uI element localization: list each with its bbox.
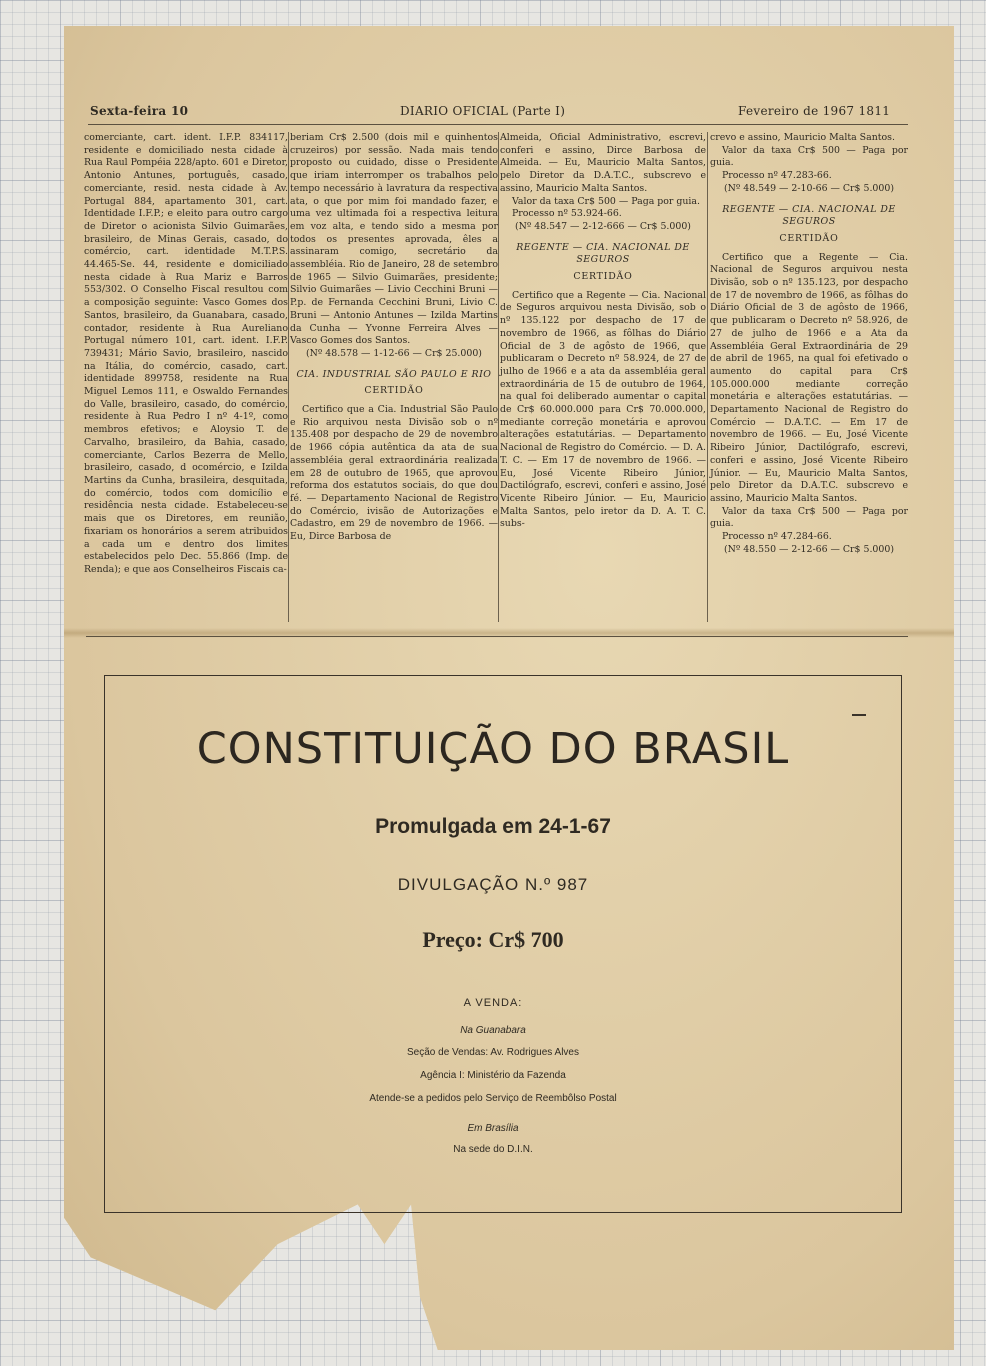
advert-promulgated: Promulgada em 24-1-67: [375, 815, 611, 838]
column-1-text: comerciante, cart. ident. I.F.P. 834117, residente e domiciliado nesta cidade à Rua Raul Pompéia 228/apto. 601 e Diretor, Antonio Antunes, português, casado, comerciante, resid. nesta cidade à Av. Portugal 884, apartamento 301, cart. Identidade I.F.P.; e eleito para outro cargo de Diretor o acionista Silvio Guimarães, brasileiro, de Minas Gerais, casado, do comércio, cart. identidade M.T.P.S. 44.465-Se. 44, residente e domiciliado nesta cidade à Rua Mariz e Barros 553/302. O Conselho Fiscal resultou com a composição seguinte: Vasco Gomes dos Santos, brasileiro, da Guanabara, casado, contador, residente à Rua Aureliano Portugal número 101, cart. ident. I.F.P. 739431; Mário Savio, brasileiro, nascido na Itália, do comércio, casado, cart. identidade 899758, residente na Rua Miguel Lemos 111, e Oswaldo Fernandes do Valle, brasileiro, casado, do comércio, residente à Rua Pedro I nº 4-1º, como membros efetivos; e Aloysio T. de Carvalho, brasileiro, da Bahia, casado, comerciante, Carlos Bezerra de Mello, brasileiro, casado, d ocomércio, e Izilda Martins da Cunha, brasileira, desquitada, do comércio, todos com domicílio e residência nesta cidade. Estabeleceu-se mais que os Diretores, em reunião, fixariam os honorários a serem atribuidos a cada um e dentro dos limites estabelecidos pelo Dec. 55.866 (Imp. de Renda); e que aos Conselheiros Fiscais ca-: [84, 132, 288, 575]
column-2-paragraph: beriam Cr$ 2.500 (dois mil e quinhentos cruzeiros) por sessão. Nada mais tendo proposto ou cuidado, disse o Presidente que iriam interromper os trabalhos pelo tempo necessário à lavratura da respectiva ata, o que por mim foi mandado fazer, e uma vez ultimada foi a respectiva leitura em voz alta, e tendo sido a mesma por todos os presentes aprovada, êles a assinaram comigo, secretário da assembléia. Rio de Janeiro, 28 de setembro de 1965 — Silvio Guimarães, presidente; Silvio Guimarães — Livio Cecchini Bruni — P.p. de Fernanda Cecchini Bruni, Livio C. Bruni — Antonio Antunes — Izilda Martins da Cunha — Yvonne Ferreira Alves — Vasco Gomes dos Santos.: [290, 132, 498, 347]
advert-sale-heading: A VENDA:: [463, 997, 523, 1009]
advert-location-brasilia: Em Brasília: [467, 1123, 519, 1134]
header-rule: [88, 124, 908, 125]
advert-mail-orders: Atende-se a pedidos pelo Serviço de Reembôlso Postal: [369, 1093, 617, 1104]
header-date-page: Fevereiro de 1967 1811: [738, 104, 891, 118]
column-4-reference: (Nº 48.549 — 2-10-66 — Cr$ 5.000): [724, 182, 894, 194]
column-3-fee: Valor da taxa Cr$ 500 — Paga por guia.: [512, 195, 700, 207]
advert-agency: Agência I: Ministério da Fazenda: [420, 1070, 566, 1081]
column-4-process: Processo nº 47.283-66.: [722, 170, 832, 182]
column-4-paragraph: crevo e assino, Mauricio Malta Santos.: [710, 132, 895, 143]
column-3-paragraph: Certifico que a Regente — Cia. Nacional de Seguros arquivou nesta Divisão, sob o nº 135.122 por despacho de 17 de novembro de 1966, as fôlhas do Diário Oficial de 3 de agôsto de 1966, que publicaram o Decreto nº 58.924, de 27 de julho de 1966 e a ata da assembléia geral extraordinária de 15 de outubro de 1964, na qual foi deliberado aumentar o capital de Cr$ 60.000.000 para Cr$ 70.000.000, mediante correção monetária e aprovou alterações estatutárias. — Departamento Nacional de Registro do Comércio. — D. A. T. C. — Em 17 de novembro de 1966. — Eu, José Vicente Ribeiro Júnior, Dactilógrafo, escrevi, conferi e assino, José Vicente Ribeiro Júnior. — Eu, Mauricio Malta Santos, pelo iretor da D. A. T. C. subs-: [500, 289, 706, 530]
header-day: Sexta-feira 10: [90, 104, 189, 118]
column-4-fee: Valor da taxa Cr$ 500 — Paga por guia.: [710, 144, 908, 169]
advert-location-guanabara: Na Guanabara: [460, 1025, 526, 1036]
column-4-subheading: CERTIDÃO: [779, 232, 839, 244]
column-3-subheading: CERTIDÃO: [573, 271, 633, 283]
advert-title: CONSTITUIÇÃO DO BRASIL: [196, 724, 790, 774]
column-3: [500, 132, 706, 531]
column-4-paragraph: Certifico que a Regente — Cia. Nacional de Seguros arquivou nesta Divisão, sob o nº 135.123, por despacho de 17 de novembro de 1966, as fôlhas do Diário Oficial de 3 de agôsto de 1966, que publicaram o Decreto nº 58.926, de 27 de julho de 1966 e a Ata da Assembléia Geral Extraordinária de 29 de abril de 1965, na qual foi efetivado o aumento do capital para Cr$ 105.000.000 mediante correção monetária e alterações estatutárias. — Departamento Nacional de Registro do Comércio — D.A.T.C. — Em 17 de novembro de 1966. — Eu, José Vicente Ribeiro Júnior, Dactilógrafo, escrevi, conferi e assino, José Vicente Ribeiro Júnior. — Eu, Mauricio Malta Santos, pelo Diretor da D.A.T.C. subscrevo e assino, Mauricio Malta Santos.: [710, 251, 908, 504]
column-4-reference: (Nº 48.550 — 2-12-66 — Cr$ 5.000): [724, 543, 894, 555]
column-divider: [707, 132, 708, 622]
advert-din-office: Na sede do D.I.N.: [453, 1144, 533, 1155]
column-2-subheading: CERTIDÃO: [364, 385, 424, 397]
column-2-reference: (Nº 48.578 — 1-12-66 — Cr$ 25.000): [306, 347, 482, 359]
column-3-reference: (Nº 48.547 — 2-12-666 — Cr$ 5.000): [515, 220, 691, 232]
header-publication: DIARIO OFICIAL (Parte I): [400, 104, 566, 118]
column-2: [290, 132, 498, 544]
column-4: [710, 132, 908, 557]
column-3-process: Processo nº 53.924-66.: [512, 208, 622, 220]
advert-price: Preço: Cr$ 700: [422, 927, 564, 952]
column-3-section-heading: REGENTE — CIA. NACIONAL DE SEGUROS: [516, 241, 690, 266]
column-2-section-heading: CIA. INDUSTRIAL SÃO PAULO E RIO: [296, 368, 492, 380]
column-divider: [498, 132, 499, 622]
column-3-paragraph: Almeida, Oficial Administrativo, escrevi, conferi e assino, Dirce Barbosa de Almeida. — Eu, Mauricio Malta Santos, pelo Diretor da D.A.T.C., subscrevo e assino, Mauricio Malta Santos.: [500, 132, 706, 194]
column-4-fee: Valor da taxa Cr$ 500 — Paga por guia.: [710, 505, 908, 530]
box-corner-mark: [852, 714, 866, 716]
column-4-section-heading: REGENTE — CIA. NACIONAL DE SEGUROS: [722, 203, 896, 228]
section-rule: [86, 636, 908, 637]
advert-sales-section: Seção de Vendas: Av. Rodrigues Alves: [407, 1047, 579, 1058]
column-divider: [288, 132, 289, 622]
column-4-process: Processo nº 47.284-66.: [722, 531, 832, 543]
advert-edition: DIVULGAÇÃO N.º 987: [397, 875, 589, 894]
column-1: [84, 132, 288, 577]
column-2-paragraph: Certifico que a Cia. Industrial São Paulo e Rio arquivou nesta Divisão sob o nº 135.408 por despacho de 29 de novembro de 1966 cópia autêntica da ata de sua assembléia geral extraordinária realizada em 28 de outubro de 1965, que aprovou reforma dos estatutos sociais, do que dou fé. — Departamento Nacional de Registro do Comércio, ivisão de Autorizações e Cadastro, em 29 de novembro de 1966. — Eu, Dirce Barbosa de: [290, 404, 498, 543]
